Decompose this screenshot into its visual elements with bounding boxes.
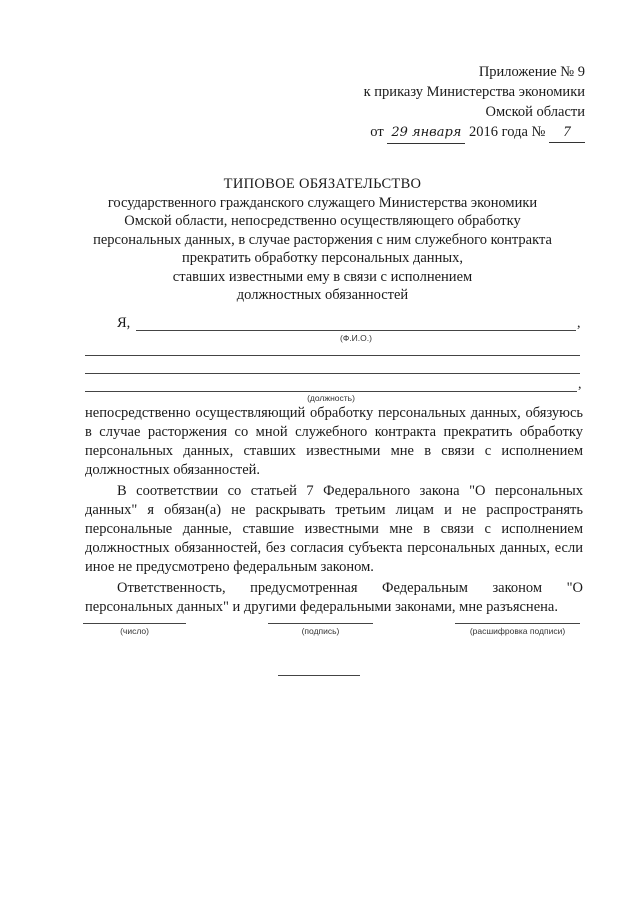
date-suffix: 2016 года № [469, 124, 546, 140]
title-line-3: персональных данных, в случае расторжения с ним служебного контракта [93, 231, 552, 248]
bottom-separator [278, 675, 360, 676]
position-field-line-2[interactable] [85, 373, 580, 374]
document-title [60, 175, 585, 305]
position-comma: , [578, 377, 582, 392]
appendix-header [364, 62, 585, 144]
title-line-5: ставших известными ему в связи с исполнением [172, 268, 473, 285]
fio-field-line[interactable] [136, 330, 576, 331]
title-line-1: государственного гражданского служащего Министерства экономики [107, 194, 538, 211]
date-caption: (число) [120, 626, 149, 636]
signature-line[interactable] [268, 623, 373, 624]
appendix-order: к приказу Министерства экономики [363, 84, 585, 100]
body-text [85, 404, 583, 617]
paragraph-2: В соответствии со статьей 7 Федерального закона "О персональных данных" я обязан(а) не раскрывать третьим лицам и не распространять персональные данные, ставшие известными мне в связи с исполнением должностных обязанностей, без согласия субъекта персональных данных, если иное не предусмотрено федеральным законом. [85, 483, 583, 575]
position-caption: (должность) [307, 393, 355, 403]
fio-caption: (Ф.И.О.) [340, 333, 372, 343]
appendix-region: Омской области [485, 104, 585, 120]
handwritten-number: 7 [549, 122, 585, 143]
handwritten-date: 29 января [387, 123, 465, 144]
date-signature-line[interactable] [83, 623, 186, 624]
fio-comma: , [577, 316, 581, 331]
signature-caption: (подпись) [301, 626, 340, 636]
title-line-2: Омской области, непосредственно осуществляющего обработку [124, 213, 521, 229]
decoding-caption: (расшифровка подписи) [469, 626, 566, 636]
paragraph-1: непосредственно осуществляющий обработку персональных данных, обязуюсь в случае расторжения со мной служебного контракта прекратить обработку персональных данных, ставших известными мне в связи с исполнением должностных обязанностей. [85, 405, 583, 478]
paragraph-3: Ответственность, предусмотренная Федеральным законом "О персональных данных" и другими федеральными законами, мне разъяснена. [85, 580, 583, 615]
position-field-line-1[interactable] [85, 355, 580, 356]
title-line-4: прекратить обработку персональных данных, [182, 250, 463, 266]
title-line-6: должностных обязанностей [236, 287, 409, 303]
title-main: ТИПОВОЕ ОБЯЗАТЕЛЬСТВО [223, 176, 422, 192]
decoding-signature-line[interactable] [455, 623, 580, 624]
date-prefix: от [370, 124, 384, 140]
ya-label: Я, [117, 315, 131, 331]
appendix-number: Приложение № 9 [478, 64, 585, 80]
appendix-date-line [364, 122, 585, 144]
position-field-line-3[interactable] [85, 391, 577, 392]
